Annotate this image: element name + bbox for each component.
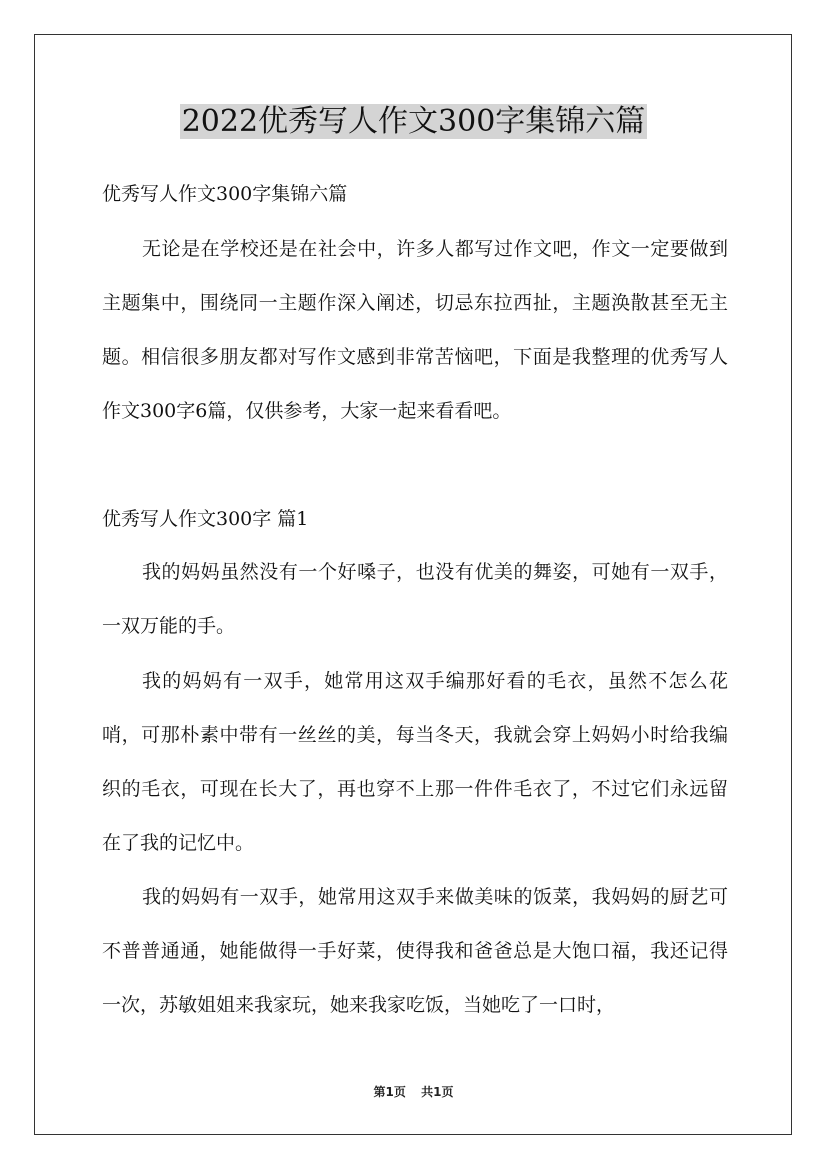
document-title-text: 2022优秀写人作文300字集锦六篇 [181, 104, 646, 139]
page-footer [0, 1084, 827, 1100]
section-heading: 优秀写人作文300字 篇1 [102, 508, 309, 530]
page-total: 共1页 [421, 1085, 454, 1099]
document-subtitle: 优秀写人作文300字集锦六篇 [102, 183, 348, 205]
document-title [0, 100, 827, 144]
body-paragraph-2: 我的妈妈有一双手，她常用这双手编那好看的毛衣，虽然不怎么花哨，可那朴素中带有一丝丝的美，每当冬天，我就会穿上妈妈小时给我编织的毛衣，可现在长大了，再也穿不上那一件件毛衣了，不过它们永远留在了我的记忆中。 [102, 670, 728, 854]
body-paragraph-1: 我的妈妈虽然没有一个好嗓子，也没有优美的舞姿，可她有一双手，一双万能的手。 [102, 561, 728, 637]
body-paragraph-3: 我的妈妈有一双手，她常用这双手来做美味的饭菜，我妈妈的厨艺可不普普通通，她能做得一手好菜，使得我和爸爸总是大饱口福，我还记得一次，苏敏姐姐来我家玩，她来我家吃饭，当她吃了一口时， [102, 886, 728, 1016]
intro-paragraph: 无论是在学校还是在社会中，许多人都写过作文吧，作文一定要做到主题集中，围绕同一主题作深入阐述，切忌东拉西扯，主题涣散甚至无主题。相信很多朋友都对写作文感到非常苦恼吧，下面是我整理的优秀写人作文300字6篇，仅供参考，大家一起来看看吧。 [102, 238, 728, 422]
page-number: 第1页 [373, 1085, 406, 1099]
